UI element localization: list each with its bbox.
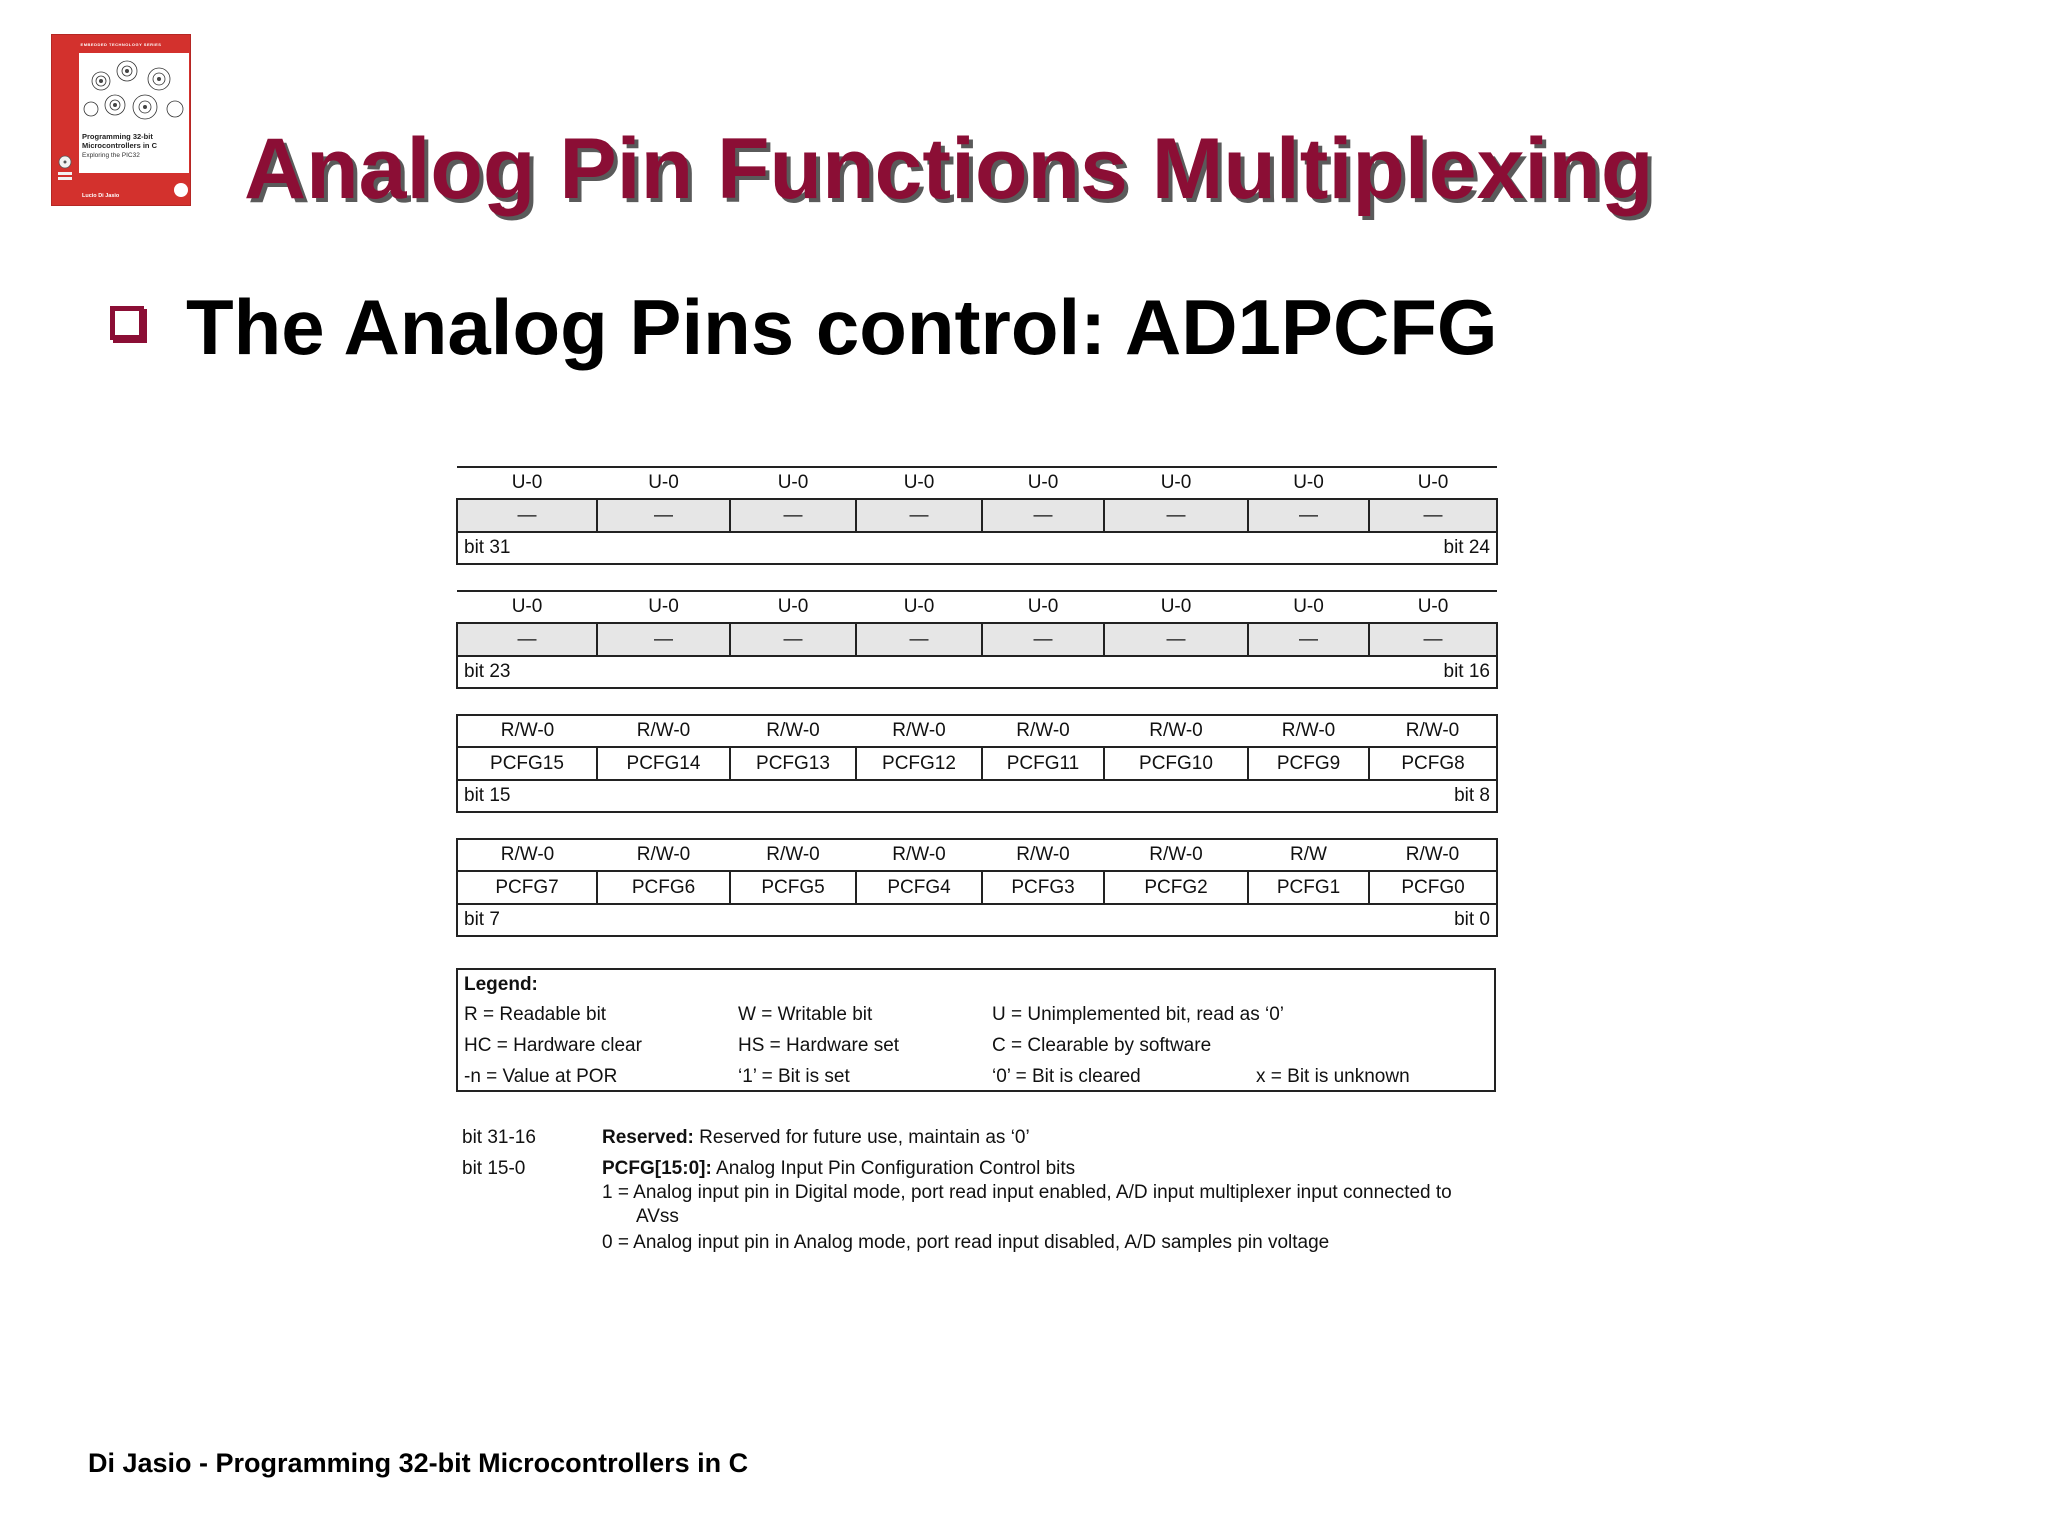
- bit-name-cell: —: [982, 623, 1104, 656]
- access-cell: U-0: [856, 467, 982, 499]
- access-cell: R/W-0: [1104, 715, 1248, 747]
- access-cell: R/W-0: [457, 839, 597, 871]
- access-cell: U-0: [1104, 467, 1248, 499]
- bit-name-cell: PCFG6: [597, 871, 730, 904]
- access-row: [457, 467, 1497, 499]
- bit-name-cell: —: [1104, 623, 1248, 656]
- bit-range-end: bit 16: [1443, 661, 1490, 682]
- bit-range-row: [457, 780, 1497, 812]
- access-cell: R/W-0: [597, 715, 730, 747]
- legend-item: W = Writable bit: [738, 1004, 873, 1025]
- bit-name-cell: —: [457, 499, 597, 532]
- bullet-square-icon: [110, 306, 144, 340]
- bit-name-cell: —: [597, 499, 730, 532]
- bit-range-row: [457, 532, 1497, 564]
- access-cell: U-0: [457, 467, 597, 499]
- bit-range-end: bit 24: [1443, 537, 1490, 558]
- cover-series: EMBEDDED TECHNOLOGY SERIES: [80, 42, 162, 47]
- bit-name-row: [457, 499, 1497, 532]
- access-cell: R/W-0: [1369, 839, 1497, 871]
- bit-name-cell: PCFG9: [1248, 747, 1369, 780]
- access-cell: U-0: [1104, 591, 1248, 623]
- access-row: [457, 591, 1497, 623]
- bullet-text: The Analog Pins control: AD1PCFG: [186, 283, 1498, 371]
- bit-name-cell: PCFG7: [457, 871, 597, 904]
- bit-name-cell: PCFG5: [730, 871, 856, 904]
- bit-range-row: [457, 656, 1497, 688]
- access-cell: R/W-0: [730, 715, 856, 747]
- bit-name-cell: —: [730, 623, 856, 656]
- legend-item: HC = Hardware clear: [464, 1035, 642, 1056]
- access-cell: U-0: [1369, 591, 1497, 623]
- bit-name-cell: PCFG4: [856, 871, 982, 904]
- bit-range-start: bit 7: [464, 909, 500, 930]
- legend-item: HS = Hardware set: [738, 1035, 900, 1056]
- bit-name-cell: —: [730, 499, 856, 532]
- desc-value-0: 0 = Analog input pin in Analog mode, port read input disabled, A/D samples pin voltage: [602, 1232, 1330, 1253]
- bit-name-cell: —: [982, 499, 1104, 532]
- bit-range-end: bit 8: [1454, 785, 1490, 806]
- bit-name-cell: PCFG14: [597, 747, 730, 780]
- bit-name-cell: —: [1104, 499, 1248, 532]
- access-cell: R/W-0: [730, 839, 856, 871]
- access-cell: R/W-0: [856, 839, 982, 871]
- access-cell: U-0: [597, 591, 730, 623]
- bit-name-row: [457, 747, 1497, 780]
- bit-name-cell: PCFG1: [1248, 871, 1369, 904]
- access-cell: R/W-0: [1248, 715, 1369, 747]
- cover-art: [79, 53, 189, 173]
- slide-title: Analog Pin Functions Multiplexing: [244, 121, 1654, 217]
- legend-item: ‘1’ = Bit is set: [738, 1066, 850, 1087]
- bit-name-cell: PCFG13: [730, 747, 856, 780]
- bit-name-cell: PCFG8: [1369, 747, 1497, 780]
- bit-name-cell: PCFG2: [1104, 871, 1248, 904]
- access-cell: U-0: [856, 591, 982, 623]
- access-cell: U-0: [730, 591, 856, 623]
- access-cell: R/W-0: [982, 839, 1104, 871]
- publisher-logo-icon: [174, 183, 188, 197]
- bit-name-cell: PCFG15: [457, 747, 597, 780]
- desc-value-1: 1 = Analog input pin in Digital mode, port read input enabled, A/D input multiplexer input connected to: [602, 1182, 1452, 1203]
- bit-name-cell: —: [1248, 623, 1369, 656]
- register-byte-2: [456, 590, 1496, 689]
- access-cell: R/W-0: [856, 715, 982, 747]
- bit-name-cell: —: [1369, 623, 1497, 656]
- bit-range-end: bit 0: [1454, 909, 1490, 930]
- bit-name-cell: —: [1369, 499, 1497, 532]
- access-cell: R/W-0: [982, 715, 1104, 747]
- desc-field-name: Reserved:: [602, 1127, 694, 1148]
- bit-name-cell: PCFG12: [856, 747, 982, 780]
- legend-item: ‘0’ = Bit is cleared: [992, 1066, 1141, 1087]
- bit-range-start: bit 31: [464, 537, 511, 558]
- bit-name-cell: —: [856, 623, 982, 656]
- access-cell: U-0: [597, 467, 730, 499]
- bit-range-row: [457, 904, 1497, 936]
- cover-title: Programming 32-bit Microcontrollers in C: [82, 132, 158, 150]
- cover-author: Lucio Di Jasio: [82, 193, 120, 199]
- bit-name-cell: —: [1248, 499, 1369, 532]
- bit-range-start: bit 15: [464, 785, 511, 806]
- desc-reserved: [602, 1127, 1030, 1149]
- legend-item: -n = Value at POR: [464, 1066, 618, 1087]
- access-cell: U-0: [457, 591, 597, 623]
- bit-name-cell: PCFG3: [982, 871, 1104, 904]
- desc-bits-15-0: bit 15-0: [462, 1158, 526, 1179]
- access-row: [457, 839, 1497, 871]
- bit-name-cell: PCFG0: [1369, 871, 1497, 904]
- book-cover-thumbnail: [51, 34, 191, 206]
- access-cell: U-0: [1248, 591, 1369, 623]
- cover-cd-icon: [56, 153, 74, 183]
- desc-pcfg: [602, 1158, 1075, 1180]
- access-cell: R/W-0: [597, 839, 730, 871]
- access-cell: U-0: [730, 467, 856, 499]
- register-byte-3: [456, 466, 1496, 565]
- access-cell: R/W-0: [457, 715, 597, 747]
- desc-value-1-cont: AVss: [636, 1206, 679, 1227]
- register-byte-0: [456, 838, 1496, 937]
- access-cell: R/W: [1248, 839, 1369, 871]
- desc-field-name: PCFG[15:0]:: [602, 1158, 712, 1179]
- desc-bits-31-16: bit 31-16: [462, 1127, 536, 1148]
- legend-item: x = Bit is unknown: [1256, 1066, 1410, 1087]
- access-cell: R/W-0: [1104, 839, 1248, 871]
- fractal-art-icon: [79, 53, 189, 131]
- footer-text: Di Jasio - Programming 32-bit Microcontrollers in C: [88, 1448, 749, 1478]
- access-cell: U-0: [1248, 467, 1369, 499]
- access-cell: U-0: [982, 591, 1104, 623]
- desc-field-text: Reserved for future use, maintain as ‘0’: [693, 1127, 1030, 1148]
- legend-item: R = Readable bit: [464, 1004, 607, 1025]
- bit-name-row: [457, 623, 1497, 656]
- bit-name-cell: PCFG10: [1104, 747, 1248, 780]
- bit-name-cell: PCFG11: [982, 747, 1104, 780]
- legend-heading: Legend:: [464, 974, 538, 995]
- register-byte-1: [456, 714, 1496, 813]
- access-cell: U-0: [982, 467, 1104, 499]
- access-cell: U-0: [1369, 467, 1497, 499]
- bit-range-start: bit 23: [464, 661, 511, 682]
- access-row: [457, 715, 1497, 747]
- legend-item: C = Clearable by software: [992, 1035, 1212, 1056]
- desc-field-text: Analog Input Pin Configuration Control bits: [711, 1158, 1076, 1179]
- legend-box: [456, 968, 1496, 1092]
- bit-name-cell: —: [856, 499, 982, 532]
- bit-name-row: [457, 871, 1497, 904]
- access-cell: R/W-0: [1369, 715, 1497, 747]
- bit-name-cell: —: [597, 623, 730, 656]
- legend-item: U = Unimplemented bit, read as ‘0’: [992, 1004, 1285, 1025]
- cover-subtitle: Exploring the PIC32: [82, 152, 140, 159]
- bit-name-cell: —: [457, 623, 597, 656]
